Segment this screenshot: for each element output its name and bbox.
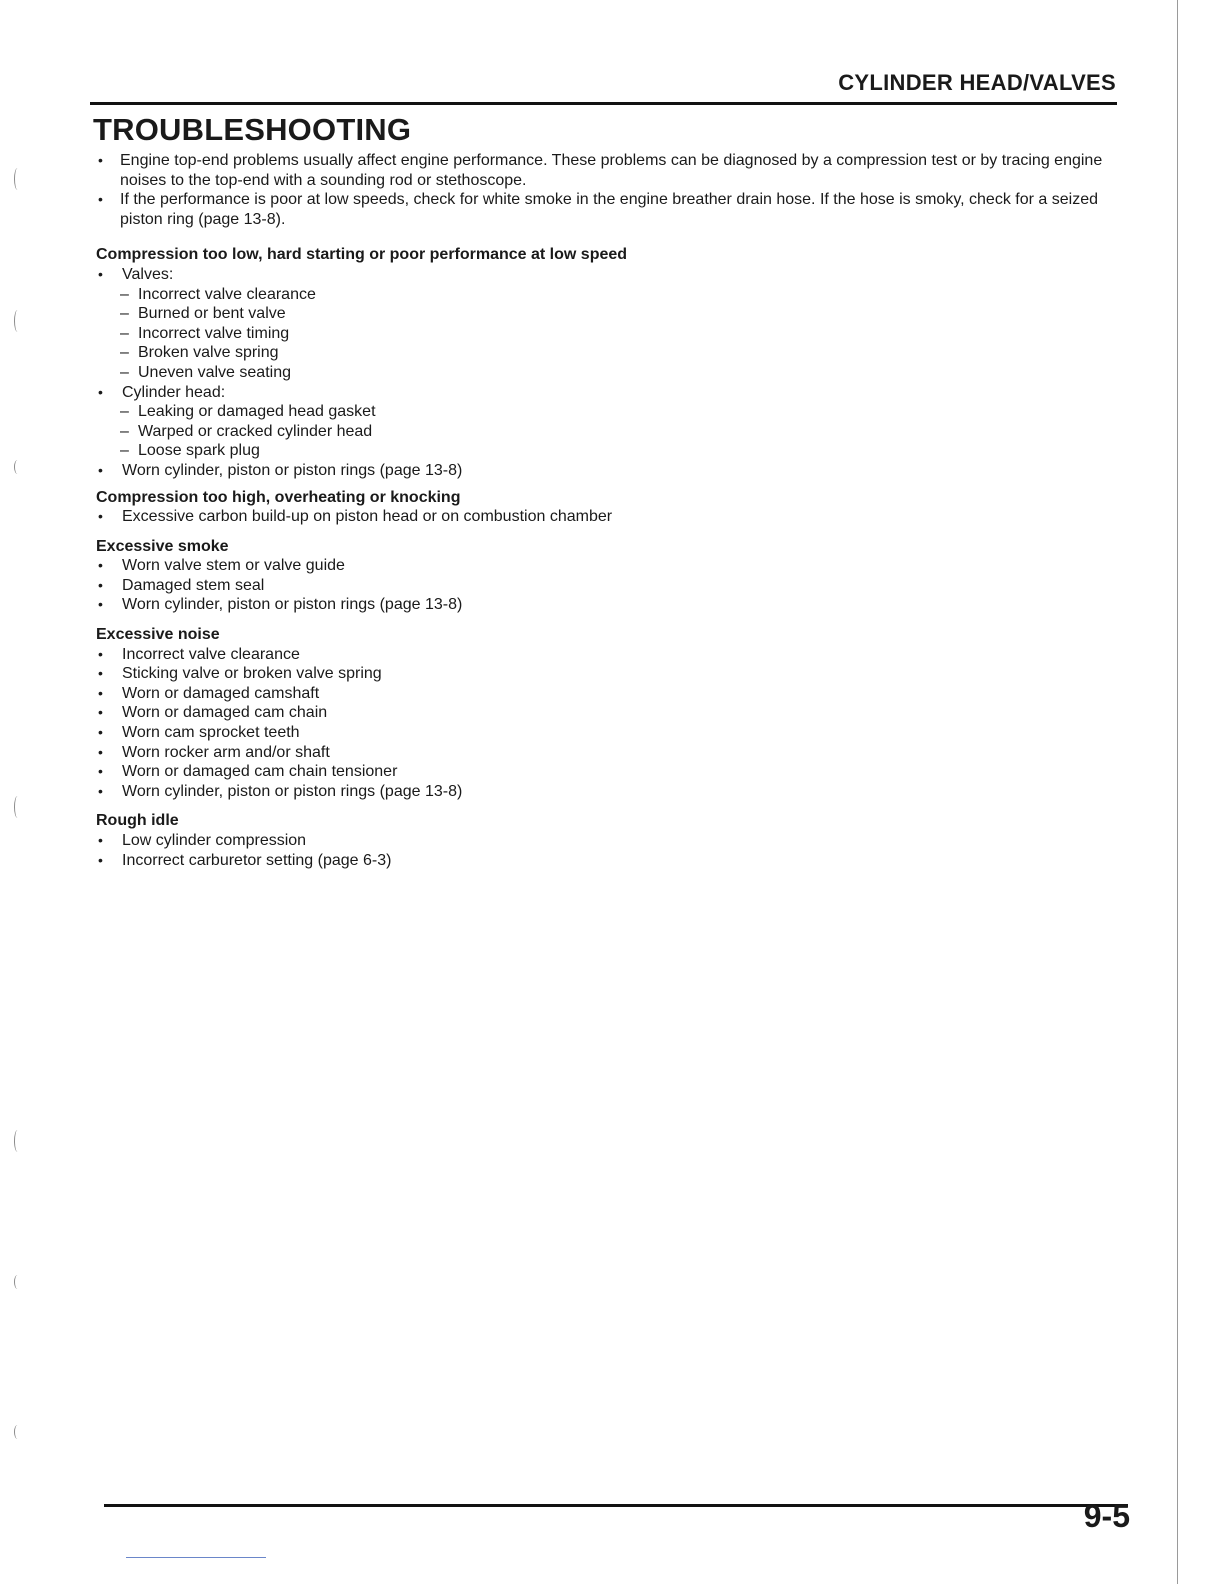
list-item: • Worn or damaged cam chain tensioner — [98, 763, 398, 781]
bullet-icon: • — [98, 645, 103, 662]
item-list — [96, 265, 1120, 285]
list-item: • Worn cylinder, piston or piston rings (page 13-8) — [98, 461, 463, 479]
dash-icon: – — [120, 442, 129, 460]
bullet-icon: • — [98, 265, 103, 282]
list-item: • Worn cam sprocket teeth — [98, 724, 300, 742]
bullet-icon: • — [98, 152, 103, 168]
list-item: • Damaged stem seal — [98, 576, 265, 594]
sub-item: – Leaking or damaged head gasket — [120, 403, 376, 421]
intro-list — [96, 151, 1120, 229]
list-item: • Worn or damaged camshaft — [98, 684, 320, 702]
sub-item: – Loose spark plug — [120, 442, 260, 460]
dash-icon: – — [120, 363, 129, 381]
sub-item: – Uneven valve seating — [120, 363, 291, 381]
item-list — [96, 645, 1120, 802]
scan-artifact-line — [126, 1557, 266, 1558]
header-rule — [90, 102, 1117, 105]
group-compression-low — [96, 245, 1120, 480]
margin-mark — [14, 310, 21, 332]
sub-item: – Burned or bent valve — [120, 305, 286, 323]
margin-mark — [14, 1425, 21, 1439]
list-item: • Worn rocker arm and/or shaft — [98, 743, 330, 761]
dash-icon: – — [120, 344, 129, 362]
bullet-icon: • — [98, 508, 103, 525]
list-item: • Worn cylinder, piston or piston rings (page 13-8) — [98, 596, 463, 614]
intro-item: • If the performance is poor at low speeds, check for white smoke in the engine breather drain hose. If the hose is smoky, check for a seized piston ring (page 13-8). — [98, 191, 1098, 228]
list-item: • Excessive carbon build-up on piston head or on combustion chamber — [98, 508, 613, 526]
margin-mark — [14, 1130, 21, 1152]
page-edge-line — [1177, 0, 1178, 1584]
bullet-icon: • — [98, 704, 103, 721]
list-item: • Worn cylinder, piston or piston rings (page 13-8) — [98, 782, 463, 800]
list-item: • Worn or damaged cam chain — [98, 704, 328, 722]
page-heading: TROUBLESHOOTING — [93, 112, 412, 147]
bullet-icon: • — [98, 576, 103, 593]
sub-item: – Incorrect valve clearance — [120, 285, 316, 303]
group-title: Excessive smoke — [96, 537, 229, 555]
bullet-icon: • — [98, 383, 103, 400]
bullet-icon: • — [98, 191, 103, 208]
section-title: CYLINDER HEAD/VALVES — [838, 70, 1116, 95]
margin-mark — [14, 1275, 21, 1289]
list-item: • Sticking valve or broken valve spring — [98, 665, 382, 683]
group-rough-idle — [96, 811, 1120, 870]
bullet-icon: • — [98, 596, 103, 613]
bullet-icon: • — [98, 665, 103, 682]
sub-item: – Broken valve spring — [120, 344, 279, 362]
margin-mark — [14, 796, 21, 818]
group-compression-high — [96, 488, 1120, 527]
dash-icon: – — [120, 305, 129, 323]
list-item: • Valves: — [98, 265, 174, 283]
sub-list-head — [96, 402, 1120, 461]
group-title: Rough idle — [96, 812, 179, 830]
dash-icon: – — [120, 422, 129, 440]
dash-icon: – — [120, 285, 129, 303]
group-excessive-smoke — [96, 537, 1120, 615]
group-excessive-noise — [96, 625, 1120, 801]
bullet-icon: • — [98, 684, 103, 701]
margin-mark — [14, 168, 21, 190]
item-list — [96, 507, 1120, 527]
dash-icon: – — [120, 403, 129, 421]
margin-mark — [14, 460, 21, 474]
bullet-icon: • — [98, 743, 103, 760]
document-body — [96, 151, 1120, 870]
group-title: Compression too low, hard starting or poor performance at low speed — [96, 246, 628, 264]
sub-list-valves — [96, 285, 1120, 383]
list-item: • Low cylinder compression — [98, 832, 307, 849]
bullet-icon: • — [98, 851, 103, 868]
item-list — [96, 461, 1120, 481]
bullet-icon: • — [98, 832, 103, 848]
list-item: • Cylinder head: — [98, 383, 226, 401]
item-list — [96, 383, 1120, 403]
page-number: 9-5 — [1083, 1498, 1130, 1534]
footer-rule — [104, 1504, 1128, 1507]
bullet-icon: • — [98, 782, 103, 799]
bullet-icon: • — [98, 461, 103, 478]
bullet-icon: • — [98, 557, 103, 574]
dash-icon: – — [120, 324, 129, 342]
list-item: • Worn valve stem or valve guide — [98, 557, 345, 575]
bullet-icon: • — [98, 763, 103, 780]
sub-item: – Warped or cracked cylinder head — [120, 422, 373, 440]
sub-item: – Incorrect valve timing — [120, 324, 290, 342]
item-list — [96, 556, 1120, 615]
list-item: • Incorrect carburetor setting (page 6-3) — [98, 851, 392, 869]
bullet-icon: • — [98, 724, 103, 741]
intro-item: • Engine top-end problems usually affect engine performance. These problems can be diagnosed by a compression test or by tracing engine noises to the top-end with a sounding rod or stethoscope. — [98, 152, 1103, 189]
list-item: • Incorrect valve clearance — [98, 645, 300, 663]
item-list — [96, 831, 1120, 870]
group-title: Excessive noise — [96, 626, 220, 644]
group-title: Compression too high, overheating or knocking — [96, 488, 461, 506]
